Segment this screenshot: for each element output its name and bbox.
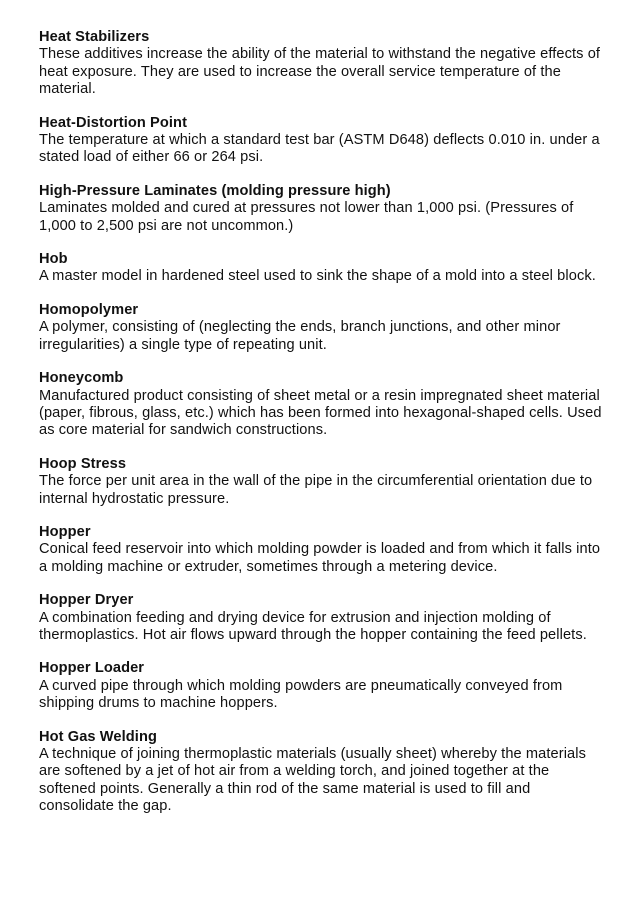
glossary-term: Homopolymer <box>39 301 139 318</box>
glossary-term: Hopper <box>39 523 91 540</box>
glossary-page <box>39 29 604 832</box>
glossary-entry-homopolymer <box>39 302 604 354</box>
glossary-term: Hopper Dryer <box>39 592 134 609</box>
glossary-definition: These additives increase the ability of the material to withstand the negative effects of heat exposure. They are used to increase the overall service temperature of the material. <box>39 46 601 98</box>
glossary-term: Hopper Loader <box>39 660 145 677</box>
glossary-definition: A technique of joining thermoplastic materials (usually sheet) whereby the materials are softened by a jet of hot air from a welding torch, and joined together at the softened points. Generally a thin rod of the same material is used to fill and consolidate the gap. <box>39 746 587 815</box>
glossary-entry-high-pressure-laminates <box>39 183 604 235</box>
glossary-entry-hopper-dryer <box>39 592 604 644</box>
glossary-term: Heat-Distortion Point <box>39 114 188 131</box>
glossary-term: High-Pressure Laminates (molding pressure high) <box>39 182 391 199</box>
glossary-term: Hoop Stress <box>39 455 127 472</box>
glossary-term: Hob <box>39 251 68 268</box>
glossary-definition: A master model in hardened steel used to sink the shape of a mold into a steel block. <box>39 268 596 285</box>
glossary-definition: A combination feeding and drying device for extrusion and injection molding of thermoplastics. Hot air flows upward through the hopper containing the feed pellets. <box>39 609 587 643</box>
glossary-entry-hopper <box>39 524 604 576</box>
glossary-entry-honeycomb <box>39 370 604 440</box>
glossary-entry-hob <box>39 251 604 286</box>
glossary-definition: A polymer, consisting of (neglecting the ends, branch junctions, and other minor irregularities) a single type of repeating unit. <box>39 319 561 353</box>
glossary-entry-hoop-stress <box>39 456 604 508</box>
glossary-term: Hot Gas Welding <box>39 728 157 745</box>
glossary-entry-hopper-loader <box>39 660 604 712</box>
glossary-definition: A curved pipe through which molding powders are pneumatically conveyed from shipping drums to machine hoppers. <box>39 677 563 712</box>
glossary-definition: The temperature at which a standard test bar (ASTM D648) deflects 0.010 in. under a stated load of either 66 or 264 psi. <box>39 132 600 166</box>
glossary-entry-heat-distortion-point <box>39 115 604 167</box>
glossary-entry-hot-gas-welding <box>39 729 604 816</box>
glossary-entry-heat-stabilizers <box>39 29 604 99</box>
glossary-definition: The force per unit area in the wall of the pipe in the circumferential orientation due to internal hydrostatic pressure. <box>39 473 593 507</box>
glossary-term: Honeycomb <box>39 370 124 387</box>
glossary-definition: Laminates molded and cured at pressures not lower than 1,000 psi. (Pressures of 1,000 to 2,500 psi are not uncommon.) <box>39 200 574 234</box>
glossary-definition: Manufactured product consisting of sheet metal or a resin impregnated sheet material (paper, fibrous, glass, etc.) which has been formed into hexagonal-shaped cells. Used as core material for sandwich constructions. <box>39 387 602 439</box>
glossary-definition: Conical feed reservoir into which molding powder is loaded and from which it falls into a molding machine or extruder, sometimes through a metering device. <box>39 541 601 575</box>
glossary-term: Heat Stabilizers <box>39 29 150 45</box>
